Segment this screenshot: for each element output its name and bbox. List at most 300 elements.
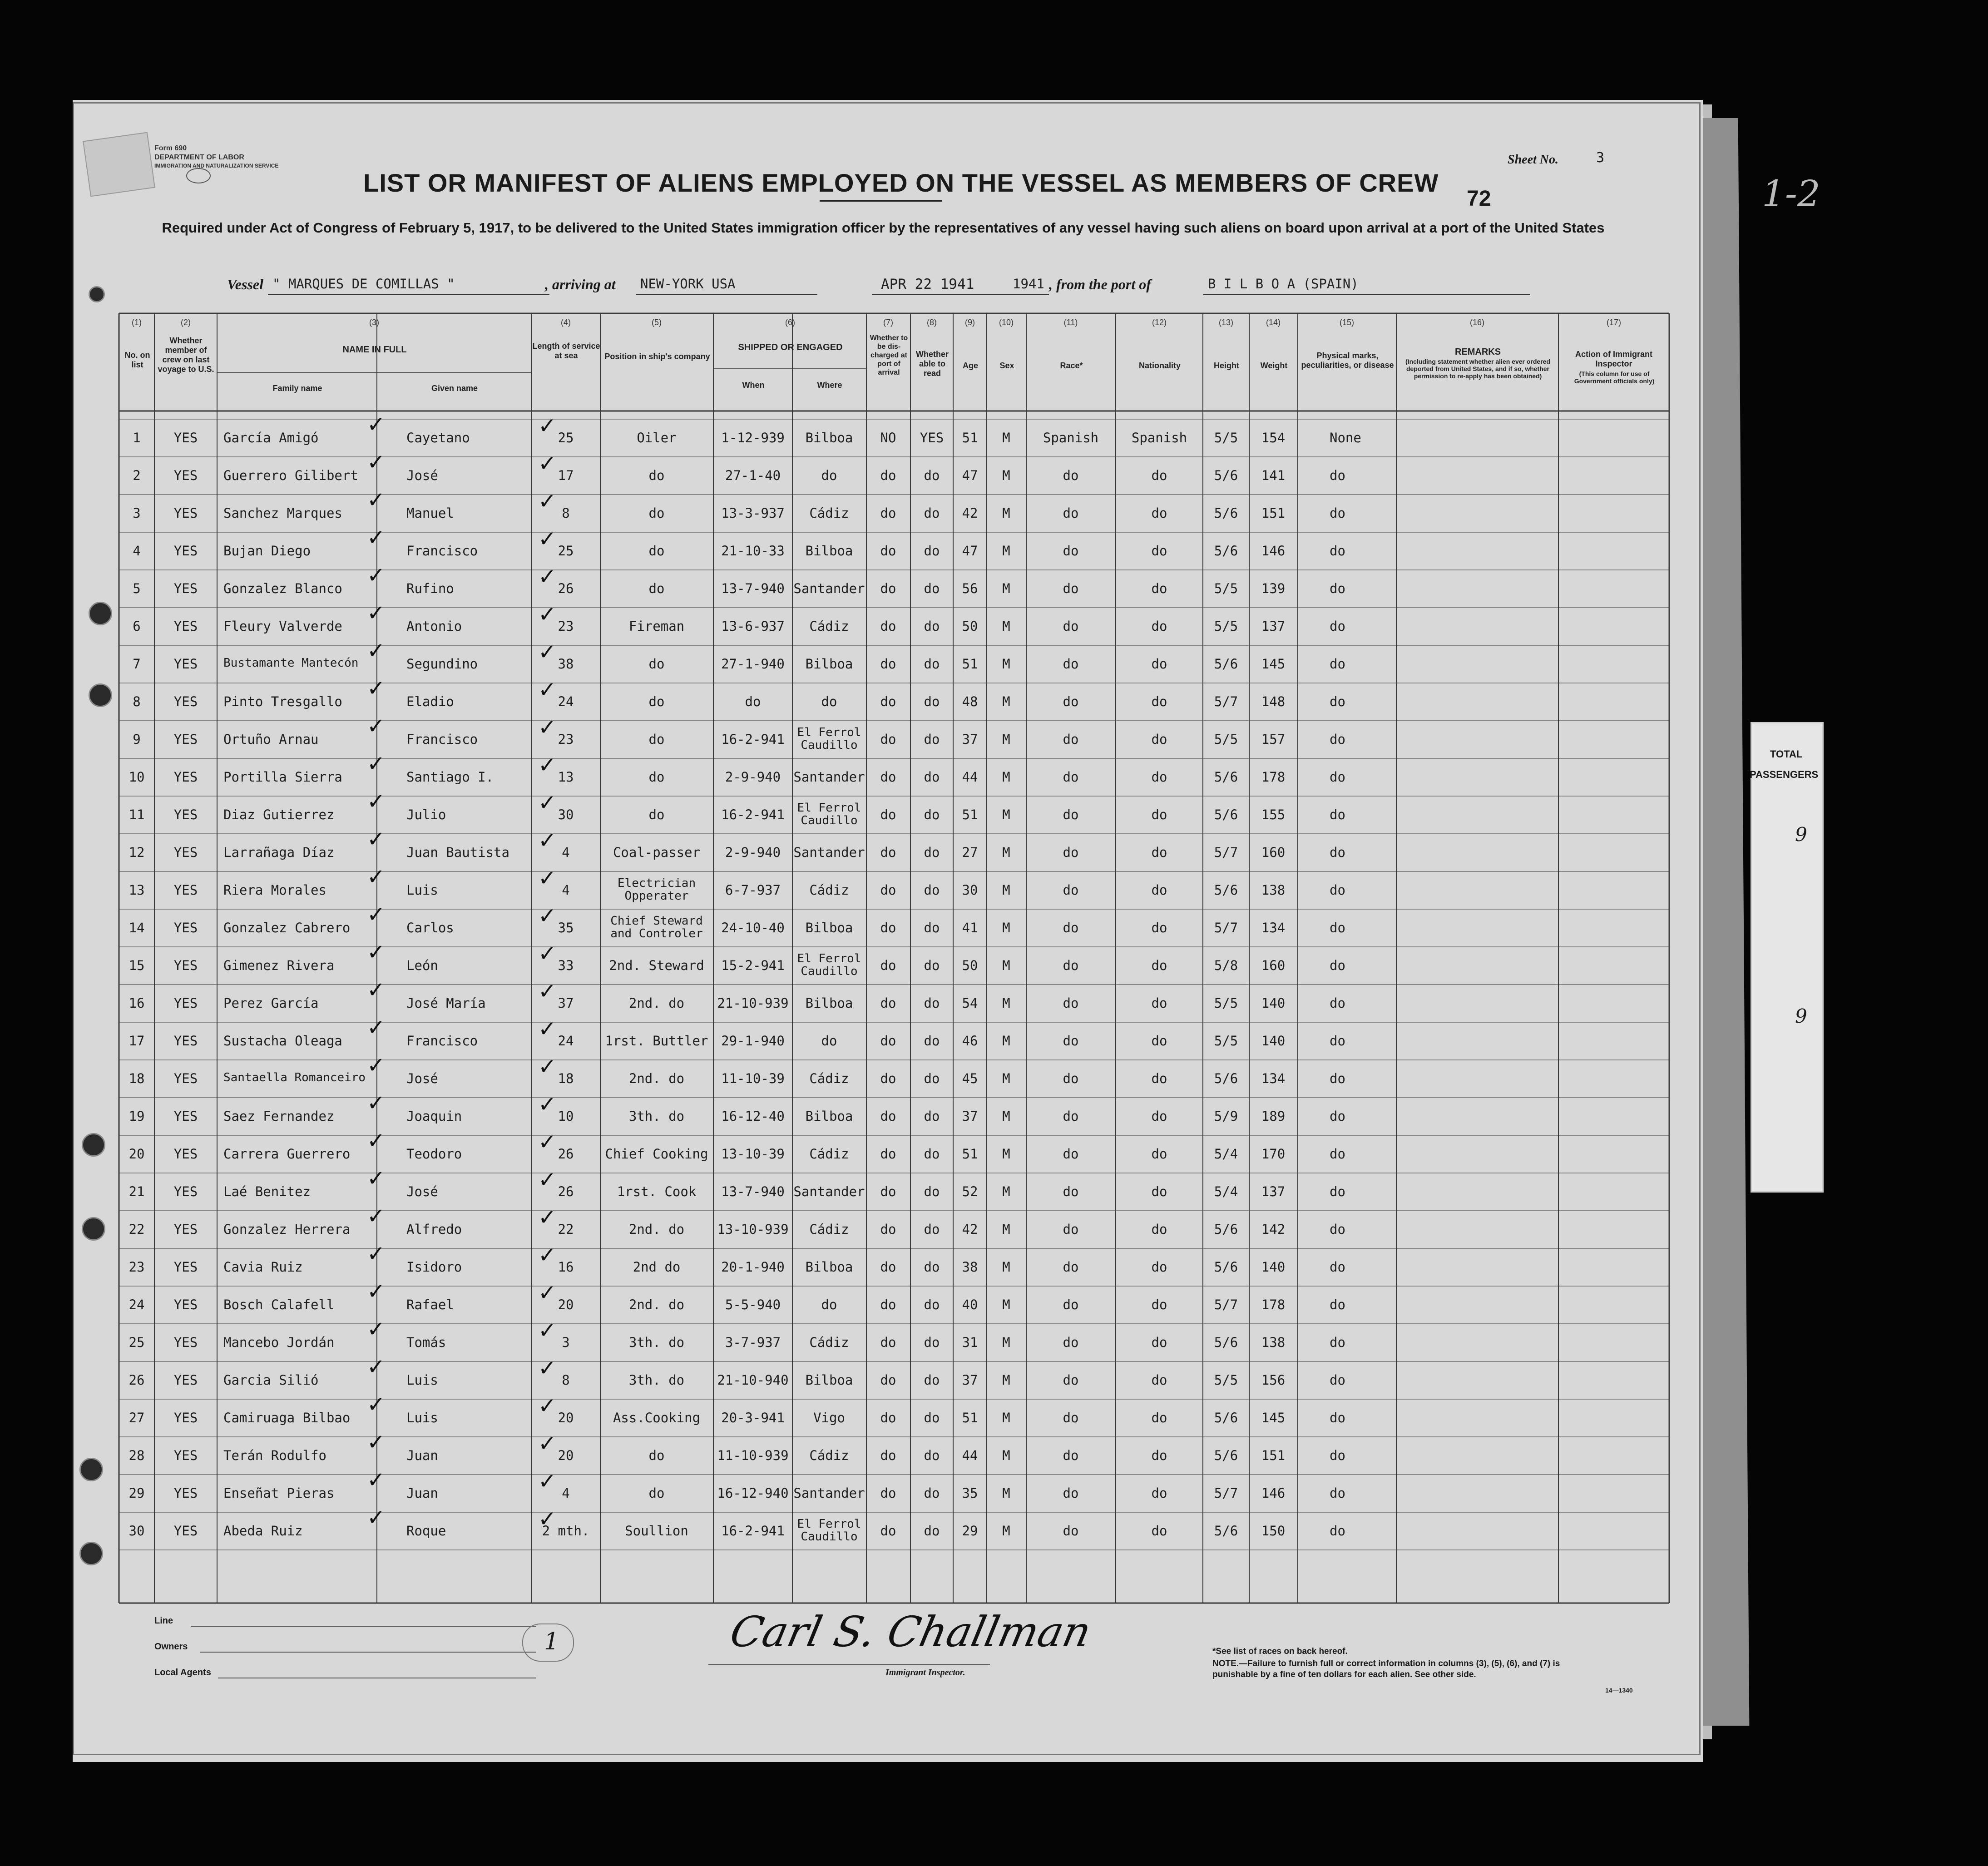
height-cell: 5/5 xyxy=(1214,1033,1238,1049)
where-cell: Cádiz xyxy=(809,1222,849,1237)
weight-cell: 145 xyxy=(1261,1410,1286,1425)
check-mark: ✓ xyxy=(367,751,386,777)
nationality-cell: do xyxy=(1151,1335,1167,1350)
physical-cell: do xyxy=(1330,1222,1345,1237)
where-cell: Cádiz xyxy=(809,1335,849,1350)
length-service-cell: 25 xyxy=(558,430,574,445)
given-name-cell: Cayetano xyxy=(406,430,470,445)
header-given-name: Given name xyxy=(431,384,478,393)
header-name-in-full: NAME IN FULL xyxy=(342,345,407,355)
binder-hole xyxy=(89,683,112,707)
physical-cell: do xyxy=(1330,581,1345,596)
position-cell: do xyxy=(648,1448,665,1463)
sex-cell: M xyxy=(1002,732,1010,747)
nationality-cell: do xyxy=(1151,543,1167,559)
weight-cell: 137 xyxy=(1261,1184,1286,1199)
header-nationality: Nationality xyxy=(1138,361,1181,370)
when-cell: 2-9-940 xyxy=(725,845,781,860)
where-cell: El Ferrol Caudillo xyxy=(797,1517,861,1544)
check-mark: ✓ xyxy=(538,941,557,966)
sheet-number: 3 xyxy=(1596,150,1605,166)
family-name-cell: Garcia Silió xyxy=(223,1372,319,1388)
given-name-cell: Francisco xyxy=(406,732,478,747)
length-service-cell: 8 xyxy=(562,505,570,521)
sex-cell: M xyxy=(1002,1372,1010,1388)
family-name-cell: Sanchez Marques xyxy=(223,505,342,521)
header-weight: Weight xyxy=(1260,361,1288,370)
race-cell: do xyxy=(1063,1410,1079,1425)
length-service-cell: 4 xyxy=(562,882,570,898)
where-cell: Bilboa xyxy=(805,656,853,672)
sex-cell: M xyxy=(1002,1485,1010,1501)
race-cell: do xyxy=(1063,1372,1079,1388)
where-cell: do xyxy=(821,1297,837,1312)
able-read-cell: do xyxy=(924,1146,940,1162)
physical-cell: do xyxy=(1330,694,1345,709)
height-cell: 5/7 xyxy=(1214,694,1238,709)
where-cell: El Ferrol Caudillo xyxy=(797,726,861,752)
family-name-cell: Bosch Calafell xyxy=(223,1297,335,1312)
when-cell: 21-10-939 xyxy=(717,995,789,1011)
check-mark: ✓ xyxy=(538,790,557,816)
from-port: B I L B O A (SPAIN) xyxy=(1208,276,1359,292)
age-cell: 51 xyxy=(962,807,978,822)
nationality-cell: do xyxy=(1151,882,1167,898)
race-cell: do xyxy=(1063,769,1079,785)
weight-cell: 140 xyxy=(1261,1033,1286,1049)
where-cell: Cádiz xyxy=(809,505,849,521)
physical-cell: do xyxy=(1330,505,1345,521)
discharged-cell: do xyxy=(880,845,896,860)
age-cell: 54 xyxy=(962,995,978,1011)
age-cell: 37 xyxy=(962,732,978,747)
physical-cell: do xyxy=(1330,543,1345,559)
check-mark: ✓ xyxy=(538,1318,557,1343)
race-cell: Spanish xyxy=(1043,430,1099,445)
position-cell: do xyxy=(648,769,665,785)
last-voyage-cell: YES xyxy=(173,1071,198,1086)
physical-cell: do xyxy=(1330,920,1345,935)
check-mark: ✓ xyxy=(367,1128,386,1153)
age-cell: 47 xyxy=(962,543,978,559)
discharged-cell: do xyxy=(880,1184,896,1199)
given-name-cell: José xyxy=(406,468,438,483)
discharged-cell: do xyxy=(880,807,896,822)
sex-cell: M xyxy=(1002,505,1010,521)
nationality-cell: Spanish xyxy=(1131,430,1187,445)
check-mark: ✓ xyxy=(367,1430,386,1455)
when-cell: 20-1-940 xyxy=(721,1259,785,1275)
discharged-cell: do xyxy=(880,468,896,483)
check-mark: ✓ xyxy=(538,752,557,778)
row-number: 24 xyxy=(129,1297,145,1312)
column-number: (15) xyxy=(1339,318,1354,327)
check-mark: ✓ xyxy=(367,450,386,475)
when-cell: 6-7-937 xyxy=(725,882,781,898)
age-cell: 51 xyxy=(962,656,978,672)
family-name-cell: Mancebo Jordán xyxy=(223,1335,335,1350)
given-name-cell: Alfredo xyxy=(406,1222,462,1237)
agency-line-1: DEPARTMENT OF LABOR xyxy=(154,153,244,161)
physical-cell: do xyxy=(1330,845,1345,860)
nationality-cell: do xyxy=(1151,1372,1167,1388)
last-voyage-cell: YES xyxy=(173,1146,198,1162)
age-cell: 52 xyxy=(962,1184,978,1199)
physical-cell: do xyxy=(1330,1485,1345,1501)
check-mark: ✓ xyxy=(367,1203,386,1229)
family-name-cell: Riera Morales xyxy=(223,882,326,898)
weight-cell: 142 xyxy=(1261,1222,1286,1237)
position-cell: Ass.Cooking xyxy=(613,1410,701,1425)
check-mark: ✓ xyxy=(538,1016,557,1042)
height-cell: 5/6 xyxy=(1214,505,1238,521)
family-name-cell: Portilla Sierra xyxy=(223,769,342,785)
discharged-cell: do xyxy=(880,1109,896,1124)
family-name-cell: Camiruaga Bilbao xyxy=(223,1410,351,1425)
when-cell: 13-7-940 xyxy=(721,1184,785,1199)
last-voyage-cell: YES xyxy=(173,995,198,1011)
totals-value-2: 9 xyxy=(1795,1005,1807,1027)
given-name-cell: Juan Bautista xyxy=(406,845,509,860)
nationality-cell: do xyxy=(1151,619,1167,634)
where-cell: Santander xyxy=(793,769,865,785)
last-voyage-cell: YES xyxy=(173,468,198,483)
able-read-cell: do xyxy=(924,1410,940,1425)
where-cell: Santander xyxy=(793,1485,865,1501)
age-cell: 48 xyxy=(962,694,978,709)
binder-hole xyxy=(82,1133,105,1157)
age-cell: 44 xyxy=(962,1448,978,1463)
last-voyage-cell: YES xyxy=(173,1335,198,1350)
length-service-cell: 22 xyxy=(558,1222,574,1237)
age-cell: 50 xyxy=(962,958,978,973)
able-read-cell: do xyxy=(924,1033,940,1049)
check-mark: ✓ xyxy=(538,903,557,929)
last-voyage-cell: YES xyxy=(173,1410,198,1425)
age-cell: 42 xyxy=(962,1222,978,1237)
discharged-cell: do xyxy=(880,1259,896,1275)
position-cell: Oiler xyxy=(637,430,677,445)
nationality-cell: do xyxy=(1151,1297,1167,1312)
row-number: 8 xyxy=(133,694,141,709)
last-voyage-cell: YES xyxy=(173,1259,198,1275)
length-service-cell: 26 xyxy=(558,1146,574,1162)
able-read-cell: do xyxy=(924,1109,940,1124)
check-mark: ✓ xyxy=(367,600,386,626)
check-mark: ✓ xyxy=(538,1431,557,1456)
given-name-cell: Joaquin xyxy=(406,1109,462,1124)
height-cell: 5/6 xyxy=(1214,1448,1238,1463)
binder-hole xyxy=(89,602,112,625)
discharged-cell: do xyxy=(880,920,896,935)
column-number: (6) xyxy=(785,318,795,327)
weight-cell: 148 xyxy=(1261,694,1286,709)
where-cell: El Ferrol Caudillo xyxy=(797,952,861,978)
able-read-cell: do xyxy=(924,1485,940,1501)
sex-cell: M xyxy=(1002,1222,1010,1237)
row-number: 3 xyxy=(133,505,141,521)
weight-cell: 138 xyxy=(1261,1335,1286,1350)
discharged-cell: do xyxy=(880,543,896,559)
where-cell: El Ferrol Caudillo xyxy=(797,801,861,827)
physical-cell: do xyxy=(1330,1410,1345,1425)
able-read-cell: do xyxy=(924,581,940,596)
column-number: (17) xyxy=(1606,318,1621,327)
row-number: 20 xyxy=(129,1146,145,1162)
position-cell: do xyxy=(648,468,665,483)
check-mark: ✓ xyxy=(367,638,386,663)
from-label: , from the port of xyxy=(1049,276,1151,292)
signature-rule xyxy=(708,1664,990,1665)
race-cell: do xyxy=(1063,1109,1079,1124)
age-cell: 41 xyxy=(962,920,978,935)
able-read-cell: do xyxy=(924,732,940,747)
position-cell: do xyxy=(648,1485,665,1501)
check-mark: ✓ xyxy=(538,677,557,703)
given-name-cell: Juan xyxy=(406,1448,438,1463)
given-name-cell: Teodoro xyxy=(406,1146,462,1162)
given-name-cell: Eladio xyxy=(406,694,454,709)
header-remarks-sub: (Including statement whether alien ever ordered deported from United States, and if so, whether permission to re-apply has been obtained) xyxy=(1405,358,1550,380)
where-cell: Santander xyxy=(793,1184,865,1199)
height-cell: 5/4 xyxy=(1214,1146,1238,1162)
column-number: (13) xyxy=(1218,318,1233,327)
weight-cell: 178 xyxy=(1261,769,1286,785)
check-mark: ✓ xyxy=(538,715,557,740)
race-cell: do xyxy=(1063,1033,1079,1049)
nationality-cell: do xyxy=(1151,769,1167,785)
where-cell: do xyxy=(821,1033,837,1049)
page-number: 72 xyxy=(1467,187,1491,211)
column-number: (10) xyxy=(999,318,1014,327)
where-cell: Santander xyxy=(793,581,865,596)
row-number: 5 xyxy=(133,581,141,596)
age-cell: 40 xyxy=(962,1297,978,1312)
height-cell: 5/7 xyxy=(1214,845,1238,860)
given-name-cell: Manuel xyxy=(406,505,454,521)
when-cell: 5-5-940 xyxy=(725,1297,781,1312)
weight-cell: 170 xyxy=(1261,1146,1286,1162)
where-cell: Bilboa xyxy=(805,920,853,935)
able-read-cell: do xyxy=(924,619,940,634)
sex-cell: M xyxy=(1002,581,1010,596)
last-voyage-cell: YES xyxy=(173,958,198,973)
able-read-cell: do xyxy=(924,807,940,822)
height-cell: 5/7 xyxy=(1214,920,1238,935)
able-read-cell: do xyxy=(924,1297,940,1312)
page-title: LIST OR MANIFEST OF ALIENS EMPLOYED ON THE VESSEL AS MEMBERS OF CREW xyxy=(363,168,1439,197)
physical-cell: do xyxy=(1330,1523,1345,1539)
check-mark: ✓ xyxy=(538,1205,557,1230)
age-cell: 27 xyxy=(962,845,978,860)
last-voyage-cell: YES xyxy=(173,619,198,634)
position-cell: Chief Steward and Controler xyxy=(610,914,703,940)
footer-owners-label: Owners xyxy=(154,1642,188,1652)
position-cell: 3th. do xyxy=(628,1109,685,1124)
weight-cell: 137 xyxy=(1261,619,1286,634)
binder-hole xyxy=(79,1542,103,1565)
when-cell: 16-2-941 xyxy=(721,732,785,747)
check-mark: ✓ xyxy=(538,489,557,514)
last-voyage-cell: YES xyxy=(173,694,198,709)
given-name-cell: Francisco xyxy=(406,1033,478,1049)
footer-agents-label: Local Agents xyxy=(154,1668,211,1678)
height-cell: 5/5 xyxy=(1214,430,1238,445)
sex-cell: M xyxy=(1002,1335,1010,1350)
header-action-sub: (This column for use of Government officials only) xyxy=(1574,370,1655,385)
able-read-cell: YES xyxy=(920,430,944,445)
sex-cell: M xyxy=(1002,430,1010,445)
position-cell: 1rst. Cook xyxy=(617,1184,697,1199)
age-cell: 29 xyxy=(962,1523,978,1539)
column-number: (3) xyxy=(369,318,379,327)
family-name-cell: Bustamante Mantecón xyxy=(223,656,359,670)
physical-cell: None xyxy=(1330,430,1361,445)
when-cell: 13-10-939 xyxy=(717,1222,789,1237)
weight-cell: 141 xyxy=(1261,468,1286,483)
given-name-cell: José xyxy=(406,1071,438,1086)
age-cell: 50 xyxy=(962,619,978,634)
where-cell: Vigo xyxy=(813,1410,845,1425)
nationality-cell: do xyxy=(1151,845,1167,860)
last-voyage-cell: YES xyxy=(173,1109,198,1124)
nationality-cell: do xyxy=(1151,1523,1167,1539)
row-number: 11 xyxy=(129,807,145,822)
given-name-cell: Francisco xyxy=(406,543,478,559)
given-name-cell: José María xyxy=(406,995,486,1011)
weight-cell: 146 xyxy=(1261,1485,1286,1501)
position-cell: do xyxy=(648,694,665,709)
race-cell: do xyxy=(1063,1259,1079,1275)
length-service-cell: 23 xyxy=(558,732,574,747)
column-number: (4) xyxy=(561,318,571,327)
sex-cell: M xyxy=(1002,1109,1010,1124)
able-read-cell: do xyxy=(924,1372,940,1388)
able-read-cell: do xyxy=(924,882,940,898)
family-name-cell: Larrañaga Díaz xyxy=(223,845,335,860)
check-mark: ✓ xyxy=(538,639,557,665)
given-name-cell: Luis xyxy=(406,882,438,898)
family-name-cell: Enseñat Pieras xyxy=(223,1485,335,1501)
family-name-cell: Terán Rodulfo xyxy=(223,1448,326,1463)
sex-cell: M xyxy=(1002,769,1010,785)
row-number: 19 xyxy=(129,1109,145,1124)
nationality-cell: do xyxy=(1151,995,1167,1011)
page-subtitle: Required under Act of Congress of February 5, 1917, to be delivered to the United States immigration officer by the representatives of any vessel having such aliens on board upon arrival at a port of the United States xyxy=(162,220,1605,236)
physical-cell: do xyxy=(1330,1033,1345,1049)
position-cell: do xyxy=(648,732,665,747)
nationality-cell: do xyxy=(1151,807,1167,822)
check-mark: ✓ xyxy=(367,713,386,739)
length-service-cell: 4 xyxy=(562,845,570,860)
where-cell: Cádiz xyxy=(809,619,849,634)
age-cell: 42 xyxy=(962,505,978,521)
length-service-cell: 20 xyxy=(558,1410,574,1425)
physical-cell: do xyxy=(1330,732,1345,747)
discharged-cell: do xyxy=(880,769,896,785)
position-cell: 2nd do xyxy=(633,1259,681,1275)
weight-cell: 146 xyxy=(1261,543,1286,559)
age-cell: 30 xyxy=(962,882,978,898)
given-name-cell: Rufino xyxy=(406,581,454,596)
sex-cell: M xyxy=(1002,1259,1010,1275)
discharged-cell: do xyxy=(880,1033,896,1049)
where-cell: Bilboa xyxy=(805,430,853,445)
position-cell: 2nd. do xyxy=(628,1222,685,1237)
footer-line-label: Line xyxy=(154,1616,173,1626)
family-name-cell: Bujan Diego xyxy=(223,543,311,559)
length-service-cell: 38 xyxy=(558,656,574,672)
binder-hole xyxy=(82,1217,105,1241)
able-read-cell: do xyxy=(924,543,940,559)
column-number: (1) xyxy=(132,318,142,327)
column-number: (7) xyxy=(883,318,893,327)
check-mark: ✓ xyxy=(538,413,557,439)
last-voyage-cell: YES xyxy=(173,769,198,785)
column-number: (16) xyxy=(1469,318,1484,327)
header-position: Position in ship's company xyxy=(604,352,710,361)
discharged-cell: do xyxy=(880,1335,896,1350)
row-number: 14 xyxy=(129,920,145,935)
position-cell: 2nd. do xyxy=(628,1071,685,1086)
position-cell: do xyxy=(648,581,665,596)
signature-caption: Immigrant Inspector. xyxy=(885,1668,965,1678)
nationality-cell: do xyxy=(1151,1410,1167,1425)
given-name-cell: Segundino xyxy=(406,656,478,672)
race-cell: do xyxy=(1063,1146,1079,1162)
age-cell: 47 xyxy=(962,468,978,483)
discharged-cell: do xyxy=(880,505,896,521)
height-cell: 5/6 xyxy=(1214,882,1238,898)
position-cell: 2nd. Steward xyxy=(609,958,704,973)
when-cell: 13-6-937 xyxy=(721,619,785,634)
sex-cell: M xyxy=(1002,882,1010,898)
length-service-cell: 2 mth. xyxy=(542,1523,590,1539)
when-cell: 21-10-940 xyxy=(717,1372,789,1388)
sheet-label: Sheet No. xyxy=(1508,153,1558,167)
check-mark: ✓ xyxy=(367,827,386,852)
header-remarks: REMARKS xyxy=(1454,347,1501,357)
when-cell: 13-10-39 xyxy=(721,1146,785,1162)
able-read-cell: do xyxy=(924,920,940,935)
where-cell: Bilboa xyxy=(805,543,853,559)
length-service-cell: 23 xyxy=(558,619,574,634)
able-read-cell: do xyxy=(924,1448,940,1463)
check-mark: ✓ xyxy=(538,1280,557,1306)
when-cell: 13-7-940 xyxy=(721,581,785,596)
age-cell: 51 xyxy=(962,1146,978,1162)
race-cell: do xyxy=(1063,1448,1079,1463)
sex-cell: M xyxy=(1002,1448,1010,1463)
check-mark: ✓ xyxy=(367,1505,386,1530)
nationality-cell: do xyxy=(1151,1033,1167,1049)
margin-mark: 1-2 xyxy=(1762,173,1820,215)
family-name-cell: Perez García xyxy=(223,995,319,1011)
family-name-cell: Diaz Gutierrez xyxy=(223,807,335,822)
sex-cell: M xyxy=(1002,1184,1010,1199)
last-voyage-cell: YES xyxy=(173,1448,198,1463)
row-number: 26 xyxy=(129,1372,145,1388)
length-service-cell: 13 xyxy=(558,769,574,785)
length-service-cell: 17 xyxy=(558,468,574,483)
nationality-cell: do xyxy=(1151,920,1167,935)
physical-cell: do xyxy=(1330,807,1345,822)
check-mark: ✓ xyxy=(367,412,386,437)
family-name-cell: Saez Fernandez xyxy=(223,1109,335,1124)
age-cell: 45 xyxy=(962,1071,978,1086)
able-read-cell: do xyxy=(924,769,940,785)
family-name-cell: Gonzalez Cabrero xyxy=(223,920,351,935)
